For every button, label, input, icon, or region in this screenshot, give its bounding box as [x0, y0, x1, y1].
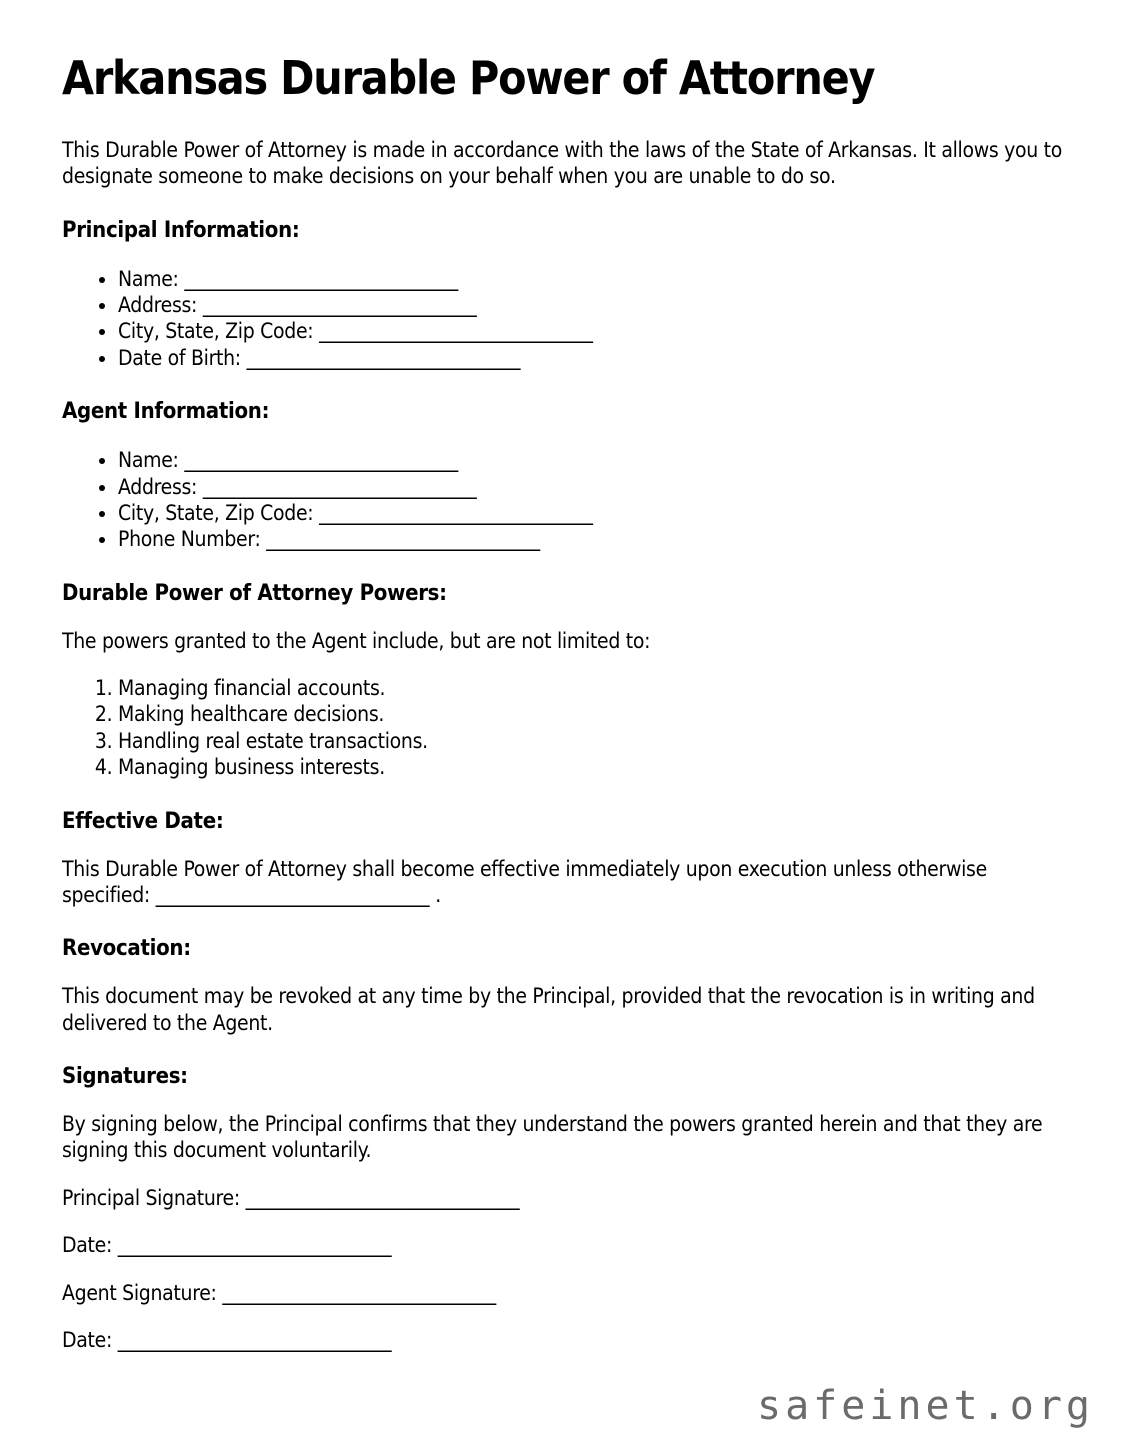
blank-line: _____________________________: [202, 292, 477, 317]
field-label: Name:: [118, 448, 179, 473]
agent-address-field: [118, 474, 1072, 500]
blank-line: _____________________________: [266, 527, 541, 552]
blank-line: _____________________________: [319, 319, 593, 344]
signatures-paragraph: By signing below, the Principal confirms that they understand the powers granted herein and that they are signing this document voluntarily.: [62, 1111, 1043, 1163]
agent-city-state-zip-field: [118, 500, 1072, 526]
principal-name-field: [118, 266, 1072, 292]
blank-line: _____________________________: [155, 883, 430, 908]
powers-heading: Durable Power of Attorney Powers:: [62, 580, 447, 606]
principal-date-of-birth-field: [118, 345, 1072, 371]
blank-line: _____________________________: [117, 1233, 392, 1258]
intro-paragraph: This Durable Power of Attorney is made in accordance with the laws of the State of Arkansas. It allows you to designate someone to make decisions on your behalf when you are unable to do so.: [62, 137, 1063, 189]
agent-name-field: [118, 447, 1072, 473]
powers-item: 4. Managing business interests.: [118, 754, 1072, 780]
principal-signature-line: [62, 1185, 1072, 1211]
powers-item: 3. Handling real estate transactions.: [118, 728, 1072, 754]
blank-line: _____________________________: [222, 1280, 497, 1305]
field-label: Date:: [62, 1233, 113, 1258]
signatures-heading: Signatures:: [62, 1064, 188, 1090]
powers-item: 2. Making healthcare decisions.: [118, 701, 1072, 727]
powers-item: 1. Managing financial accounts.: [118, 675, 1072, 701]
field-label: Agent Signature:: [62, 1280, 217, 1305]
blank-line: _____________________________: [202, 474, 477, 499]
principal-signature-date-line: [62, 1232, 1072, 1258]
agent-field-list: [62, 447, 1072, 553]
field-label: Date:: [62, 1328, 113, 1353]
blank-line: _____________________________: [117, 1328, 392, 1353]
watermark: safeinet.org: [757, 1382, 1094, 1429]
field-label: Date of Birth:: [118, 345, 241, 370]
revocation-heading: Revocation:: [62, 936, 191, 962]
principal-city-state-zip-field: [118, 318, 1072, 344]
agent-information-heading: Agent Information:: [62, 399, 270, 425]
principal-field-list: [62, 266, 1072, 372]
agent-signature-line: [62, 1280, 1072, 1306]
powers-intro: The powers granted to the Agent include, but are not limited to:: [62, 628, 651, 653]
field-label: Principal Signature:: [62, 1185, 240, 1210]
effective-date-period: .: [429, 883, 441, 908]
blank-line: _____________________________: [245, 1185, 520, 1210]
blank-line: _____________________________: [184, 448, 459, 473]
blank-line: _____________________________: [319, 500, 593, 525]
field-label: Name:: [118, 266, 179, 291]
field-label: City, State, Zip Code:: [118, 500, 314, 525]
blank-line: _____________________________: [246, 345, 521, 370]
revocation-paragraph: This document may be revoked at any time by the Principal, provided that the revocation is in writing and delivered to the Agent.: [62, 984, 1035, 1035]
principal-information-heading: Principal Information:: [62, 217, 300, 243]
blank-line: _____________________________: [184, 266, 459, 291]
field-label: Address:: [118, 474, 198, 499]
field-label: Address:: [118, 292, 198, 317]
effective-date-text: This Durable Power of Attorney shall become effective immediately upon execution unless otherwise specified:: [62, 856, 987, 908]
field-label: City, State, Zip Code:: [118, 319, 314, 344]
document-title: Arkansas Durable Power of Attorney: [62, 51, 875, 105]
powers-list: [62, 675, 1072, 781]
agent-phone-number-field: [118, 526, 1072, 552]
effective-date-heading: Effective Date:: [62, 808, 224, 834]
agent-signature-date-line: [62, 1327, 1072, 1353]
effective-date-paragraph: [62, 856, 1072, 909]
field-label: Phone Number:: [118, 527, 261, 552]
principal-address-field: [118, 292, 1072, 318]
